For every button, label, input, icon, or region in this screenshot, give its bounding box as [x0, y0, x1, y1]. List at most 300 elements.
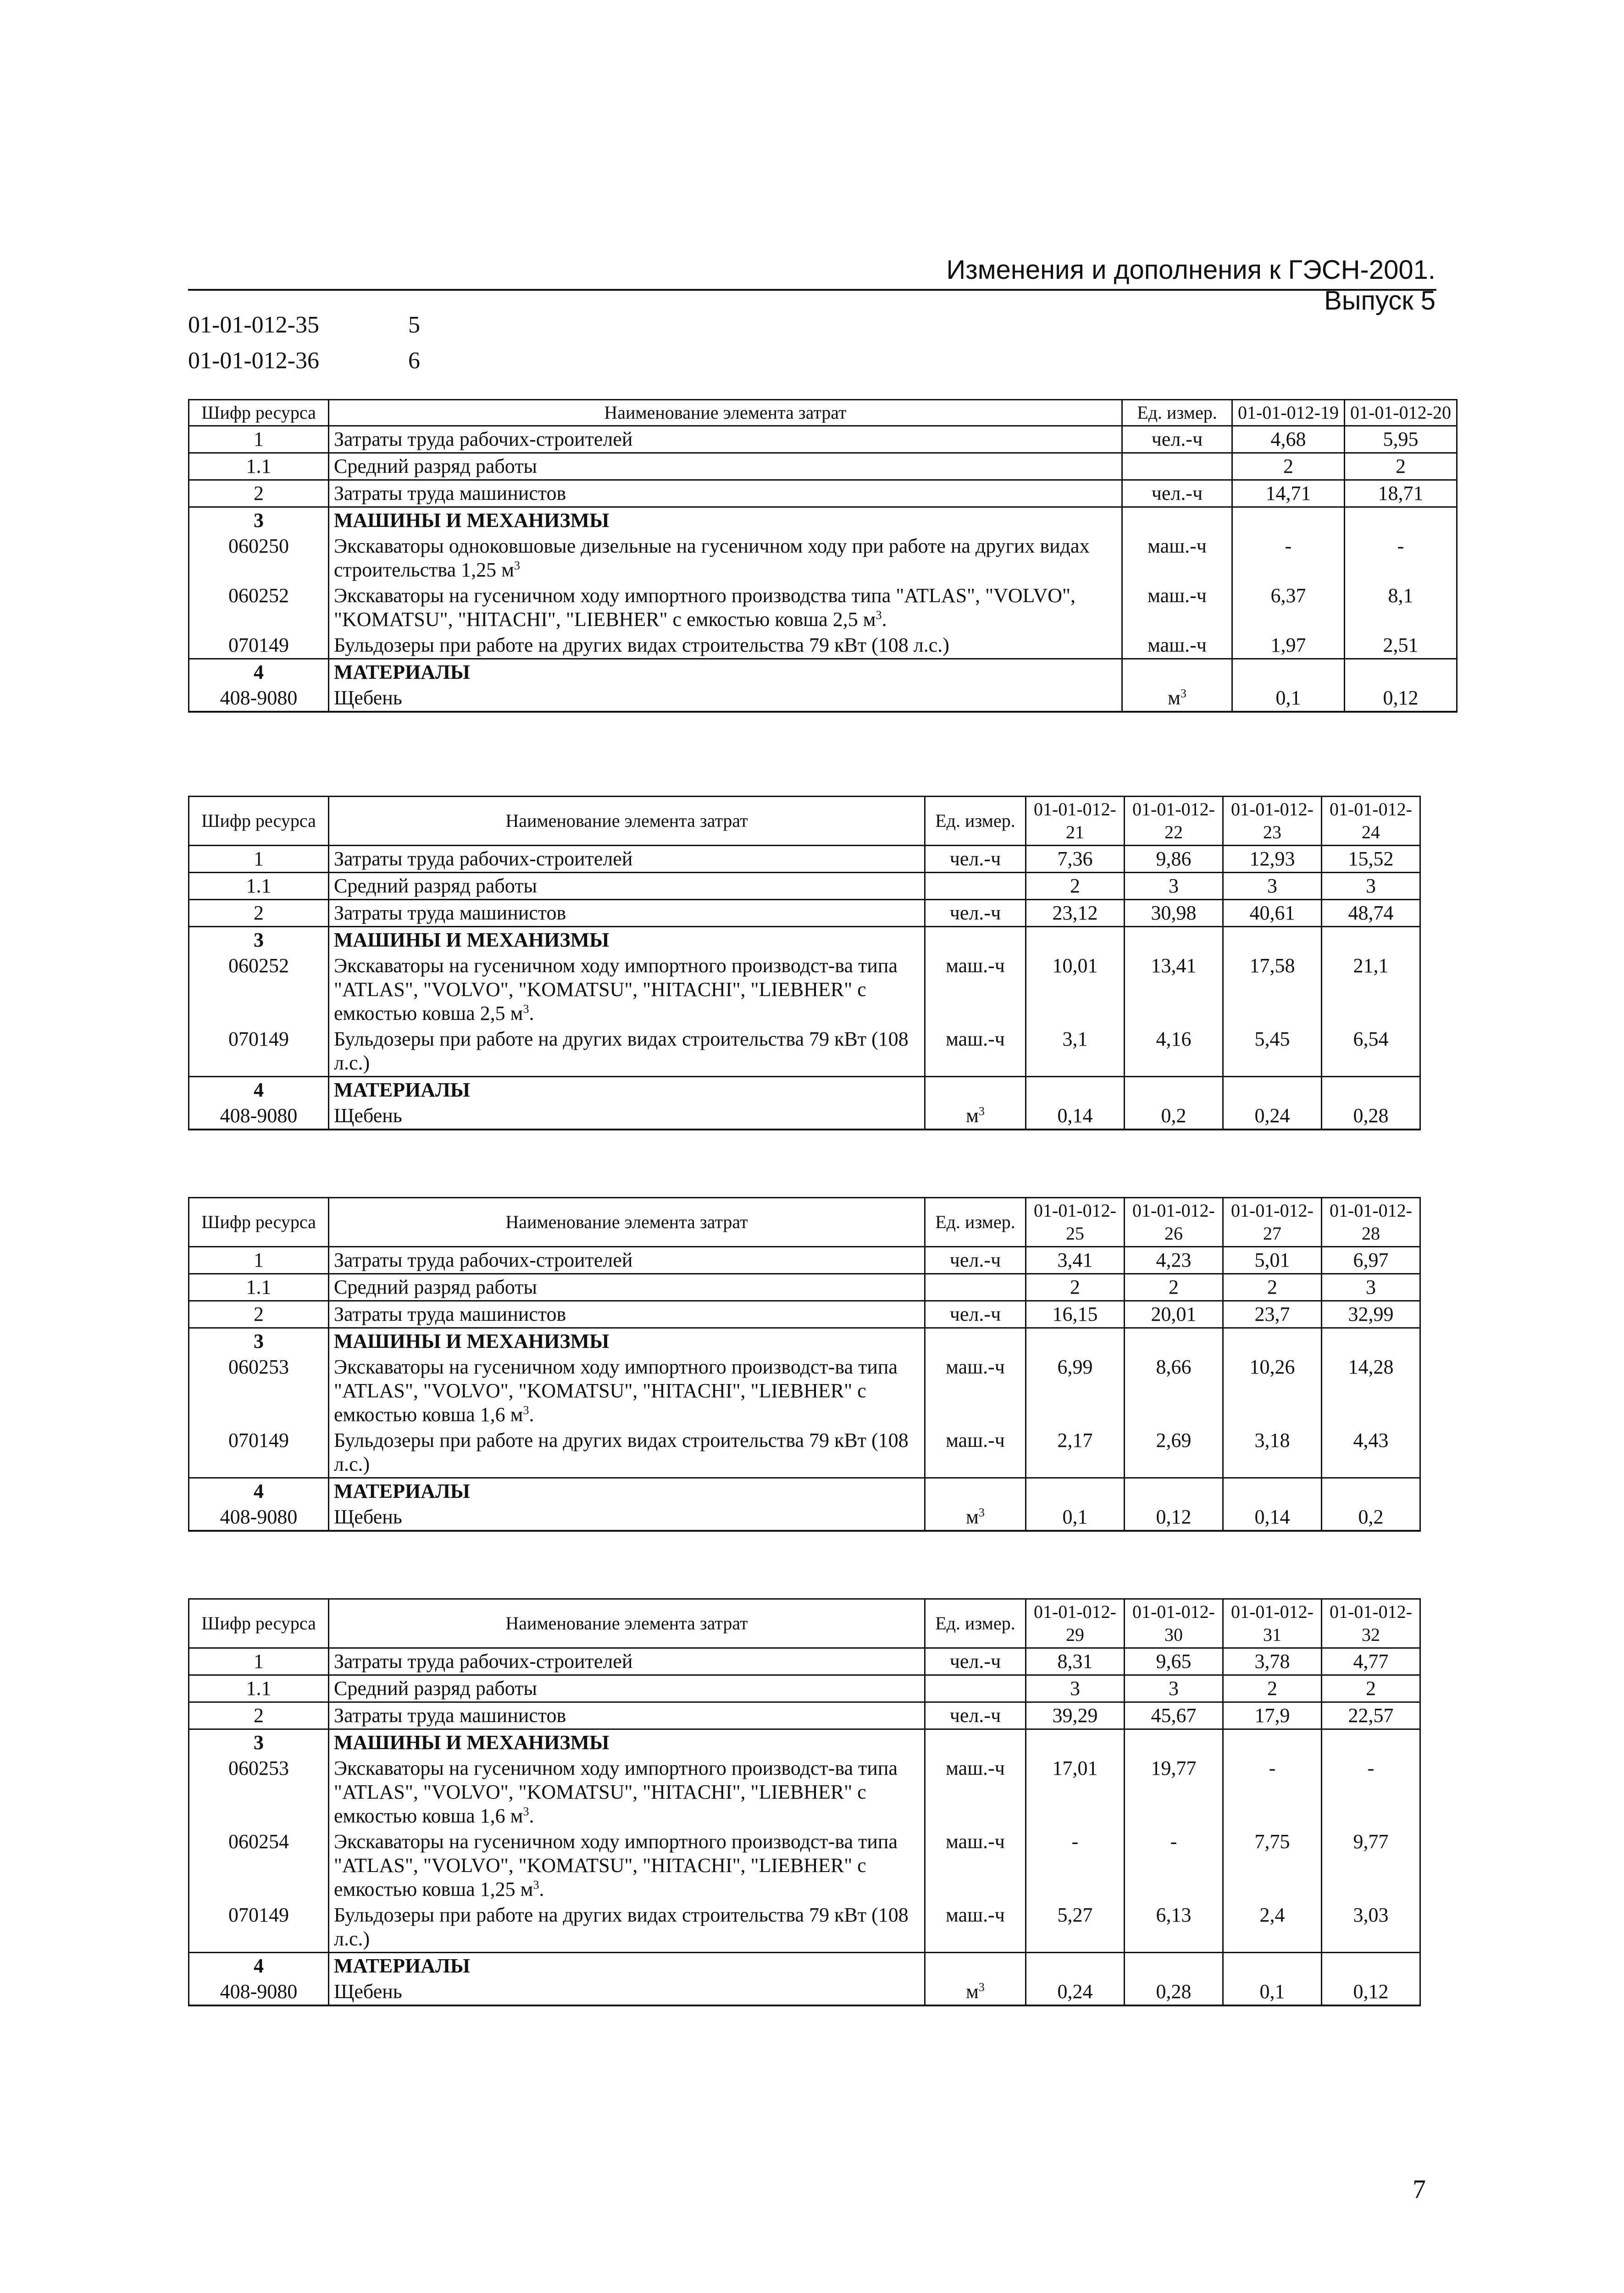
value-cell: 0,24 — [1223, 1103, 1322, 1130]
resource-code-cell: 060252 — [189, 953, 329, 1026]
value-cell: 2 — [1223, 1675, 1322, 1702]
section-heading: МАТЕРИАЛЫ — [334, 661, 470, 683]
resource-code-cell: 070149 — [189, 1902, 329, 1953]
unit-cell — [925, 846, 1026, 873]
resource-name-text: Экскаваторы на гусеничном ходу импортного производст-ва типа "ATLAS", "VOLVO", "KOMATSU", "HITACHI", "LIEBHER" с емкостью ковша 1,25 м — [334, 1830, 898, 1900]
value-cell: 3 — [1026, 1675, 1125, 1702]
resource-name-cell — [329, 846, 925, 873]
value-cell: 6,37 — [1232, 583, 1345, 632]
column-header-norm: 01-01-012-19 — [1232, 400, 1345, 426]
value-cell — [1322, 1953, 1420, 1979]
value-cell: 19,77 — [1125, 1756, 1223, 1829]
unit-text: маш.-ч — [946, 1830, 1005, 1853]
resource-name-cell — [329, 453, 1122, 480]
resource-code-cell: 3 — [189, 927, 329, 953]
value-cell — [1322, 927, 1420, 953]
resource-name: Средний разряд работы — [334, 1276, 537, 1298]
value-cell: 22,57 — [1322, 1702, 1420, 1729]
resource-name-tail: . — [539, 1878, 544, 1900]
value-cell: 9,77 — [1322, 1829, 1420, 1902]
section-heading: МАТЕРИАЛЫ — [334, 1480, 470, 1502]
value-cell: 0,24 — [1026, 1979, 1125, 2005]
value-cell — [1223, 1953, 1322, 1979]
resource-name-cell — [329, 632, 1122, 659]
resource-code-cell: 1.1 — [189, 1274, 329, 1301]
table-row — [189, 1702, 1420, 1729]
value-cell: 14,71 — [1232, 480, 1345, 507]
resource-name — [334, 634, 949, 656]
unit-superscript: 3 — [523, 1002, 529, 1016]
unit-superscript: 3 — [523, 1403, 529, 1417]
value-cell: 3,03 — [1322, 1902, 1420, 1953]
resource-name-cell — [329, 1902, 925, 1953]
value-cell: 15,52 — [1322, 846, 1420, 873]
table-row — [189, 1979, 1420, 2005]
unit-cell — [1122, 659, 1232, 686]
value-cell: 3,41 — [1026, 1247, 1125, 1274]
table-row — [189, 1829, 1420, 1902]
unit-cell — [925, 900, 1026, 927]
table-row — [189, 900, 1420, 927]
resource-name-text: Бульдозеры при работе на других видах строительства 79 кВт (108 л.с.) — [334, 634, 949, 656]
unit-text: чел.-ч — [949, 902, 1001, 924]
resource-name: Затраты труда машинистов — [334, 902, 566, 924]
column-header-name: Наименование элемента затрат — [329, 1599, 925, 1648]
table-row — [189, 632, 1457, 659]
table-row — [189, 1902, 1420, 1953]
table-row — [189, 685, 1457, 712]
value-cell: 23,7 — [1223, 1301, 1322, 1328]
resource-name — [334, 1429, 909, 1475]
value-cell — [1026, 1953, 1125, 1979]
unit-text: чел.-ч — [949, 847, 1001, 870]
unit-cell — [925, 1478, 1026, 1505]
column-header-norm: 01-01-012-25 — [1026, 1198, 1125, 1247]
value-cell: - — [1125, 1829, 1223, 1902]
table-row — [189, 1953, 1420, 1979]
resource-name: Затраты труда рабочих-строителей — [334, 428, 633, 450]
value-cell: 2 — [1026, 1274, 1125, 1301]
resource-name-cell — [329, 1756, 925, 1829]
table-row — [189, 659, 1457, 686]
value-cell: 17,58 — [1223, 953, 1322, 1026]
unit-cell — [925, 1953, 1026, 1979]
column-header-name: Наименование элемента затрат — [329, 400, 1122, 426]
resource-name-cell — [329, 927, 925, 953]
resource-name: Затраты труда машинистов — [334, 1704, 566, 1727]
resource-code-cell: 2 — [189, 1702, 329, 1729]
value-cell: 23,12 — [1026, 900, 1125, 927]
resource-name-cell — [329, 1829, 925, 1902]
unit-cell — [925, 1756, 1026, 1829]
unit-cell — [925, 1077, 1026, 1103]
resource-name-cell — [329, 1247, 925, 1274]
column-header-code: Шифр ресурса — [189, 400, 329, 426]
value-cell: 16,15 — [1026, 1301, 1125, 1328]
unit-superscript: 3 — [514, 559, 520, 572]
unit-text: чел.-ч — [949, 1303, 1001, 1325]
table-row — [189, 1026, 1420, 1077]
column-header-unit: Ед. измер. — [925, 797, 1026, 846]
unit-text: маш.-ч — [1147, 535, 1207, 557]
value-cell: - — [1322, 1756, 1420, 1829]
resource-name-tail: . — [529, 1805, 534, 1827]
resource-name-text: Бульдозеры при работе на других видах строительства 79 кВт (108 л.с.) — [334, 1904, 909, 1950]
resource-name-cell — [329, 1729, 925, 1756]
value-cell: 39,29 — [1026, 1702, 1125, 1729]
value-cell: 45,67 — [1125, 1702, 1223, 1729]
value-cell: 3 — [1322, 873, 1420, 900]
column-header-unit: Ед. измер. — [925, 1599, 1026, 1648]
value-cell: 4,23 — [1125, 1247, 1223, 1274]
value-cell: 3 — [1223, 873, 1322, 900]
column-header-unit: Ед. измер. — [925, 1198, 1026, 1247]
unit-text: чел.-ч — [949, 1249, 1001, 1271]
resource-code-cell: 060253 — [189, 1354, 329, 1428]
unit-cell — [925, 1328, 1026, 1355]
value-cell — [1223, 1478, 1322, 1505]
table-row — [189, 1504, 1420, 1531]
resource-name — [334, 1356, 898, 1426]
value-cell: 3 — [1125, 873, 1223, 900]
resource-name: Щебень — [334, 687, 402, 709]
value-cell: 2,51 — [1345, 632, 1457, 659]
resource-code-cell: 1 — [189, 846, 329, 873]
value-cell: 0,1 — [1026, 1504, 1125, 1531]
table-row — [189, 533, 1457, 583]
table-row — [189, 1756, 1420, 1829]
resource-name-cell — [329, 1274, 925, 1301]
table-row — [189, 873, 1420, 900]
value-cell: 6,54 — [1322, 1026, 1420, 1077]
unit-cell — [925, 1103, 1026, 1130]
value-cell — [1232, 659, 1345, 686]
unit-cell — [925, 1504, 1026, 1531]
resource-code-cell: 070149 — [189, 1026, 329, 1077]
unit-cell — [925, 1829, 1026, 1902]
unit-cell — [925, 1648, 1026, 1675]
value-cell — [1125, 1478, 1223, 1505]
column-header-code: Шифр ресурса — [189, 1198, 329, 1247]
value-cell: 10,01 — [1026, 953, 1125, 1026]
value-cell — [1026, 1077, 1125, 1103]
value-cell: 17,9 — [1223, 1702, 1322, 1729]
table-row — [189, 1274, 1420, 1301]
unit-cell — [925, 927, 1026, 953]
resource-name-cell — [329, 507, 1122, 534]
table-row — [189, 846, 1420, 873]
resource-name-cell — [329, 1026, 925, 1077]
value-cell — [1345, 507, 1457, 534]
value-cell — [1125, 927, 1223, 953]
resource-name-cell — [329, 900, 925, 927]
value-cell: 0,2 — [1322, 1504, 1420, 1531]
resource-name — [334, 1830, 898, 1900]
resource-code-cell: 4 — [189, 1478, 329, 1505]
resource-code-cell: 070149 — [189, 1428, 329, 1478]
unit-text: м — [966, 1104, 979, 1127]
resource-name-cell — [329, 1953, 925, 1979]
unit-text: чел.-ч — [1151, 428, 1203, 450]
unit-cell — [925, 873, 1026, 900]
code-list-item — [188, 307, 420, 343]
resource-name-text: Экскаваторы на гусеничном ходу импортного производст-ва типа "ATLAS", "VOLVO", "KOMATSU", "HITACHI", "LIEBHER" с емкостью ковша 1,6 м — [334, 1757, 898, 1827]
unit-cell — [1122, 480, 1232, 507]
value-cell: 2 — [1125, 1274, 1223, 1301]
resource-code-cell: 3 — [189, 1729, 329, 1756]
resource-code-cell: 4 — [189, 1077, 329, 1103]
resource-code-cell: 408-9080 — [189, 1103, 329, 1130]
table-row — [189, 1648, 1420, 1675]
value-cell: 2 — [1345, 453, 1457, 480]
resource-name-cell — [329, 1103, 925, 1130]
resource-name-text: Экскаваторы на гусеничном ходу импортного производст-ва типа "ATLAS", "VOLVO", "KOMATSU", "HITACHI", "LIEBHER" с емкостью ковша 2,5 м — [334, 954, 898, 1025]
table-header-row — [189, 1599, 1420, 1648]
unit-text: чел.-ч — [1151, 482, 1203, 504]
resource-name-cell — [329, 1077, 925, 1103]
table-row — [189, 953, 1420, 1026]
value-cell — [1026, 1328, 1125, 1355]
column-header-name: Наименование элемента затрат — [329, 797, 925, 846]
table-row — [189, 453, 1457, 480]
resource-code-cell: 408-9080 — [189, 1504, 329, 1531]
value-cell — [1223, 1729, 1322, 1756]
column-header-norm: 01-01-012-31 — [1223, 1599, 1322, 1648]
value-cell: 5,27 — [1026, 1902, 1125, 1953]
table-row — [189, 1301, 1420, 1328]
resource-name-cell — [329, 1478, 925, 1505]
column-header-norm: 01-01-012-26 — [1125, 1198, 1223, 1247]
resource-table — [188, 399, 1458, 713]
value-cell: 7,75 — [1223, 1829, 1322, 1902]
unit-cell — [1122, 583, 1232, 632]
resource-code-cell: 1 — [189, 426, 329, 453]
value-cell — [1125, 1328, 1223, 1355]
header-divider — [188, 289, 1436, 291]
column-header-norm: 01-01-012-27 — [1223, 1198, 1322, 1247]
unit-cell — [925, 1247, 1026, 1274]
unit-superscript: 3 — [523, 1805, 529, 1818]
resource-name — [334, 584, 1075, 631]
resource-name: Затраты труда рабочих-строителей — [334, 847, 633, 870]
value-cell: - — [1223, 1756, 1322, 1829]
column-header-code: Шифр ресурса — [189, 1599, 329, 1648]
code-list-item — [188, 343, 420, 379]
resource-name: Затраты труда рабочих-строителей — [334, 1249, 633, 1271]
resource-name — [334, 1757, 898, 1827]
resource-code-cell: 1 — [189, 1247, 329, 1274]
value-cell: 4,16 — [1125, 1026, 1223, 1077]
value-cell — [1223, 1328, 1322, 1355]
unit-text: маш.-ч — [946, 1356, 1005, 1378]
value-cell: 0,28 — [1322, 1103, 1420, 1130]
table-row — [189, 1247, 1420, 1274]
unit-text: маш.-ч — [946, 954, 1005, 977]
resource-code-cell: 1.1 — [189, 453, 329, 480]
resource-name-cell — [329, 1979, 925, 2005]
value-cell: 2 — [1232, 453, 1345, 480]
unit-cell — [925, 1026, 1026, 1077]
column-header-norm: 01-01-012-24 — [1322, 797, 1420, 846]
table-row — [189, 1328, 1420, 1355]
resource-name-cell — [329, 873, 925, 900]
unit-cell — [1122, 426, 1232, 453]
table-row — [189, 426, 1457, 453]
table-row — [189, 1478, 1420, 1505]
resource-name: Затраты труда машинистов — [334, 1303, 566, 1325]
value-cell — [1026, 927, 1125, 953]
column-header-norm: 01-01-012-29 — [1026, 1599, 1125, 1648]
value-cell: 8,1 — [1345, 583, 1457, 632]
resource-name-cell — [329, 1354, 925, 1428]
resource-table — [188, 1598, 1421, 2006]
unit-cell — [1122, 453, 1232, 480]
table-header-row — [189, 1198, 1420, 1247]
table-row — [189, 583, 1457, 632]
resource-code-cell: 060253 — [189, 1756, 329, 1829]
resource-name — [334, 1028, 909, 1074]
resource-name-tail: . — [529, 1002, 534, 1025]
value-cell: 14,28 — [1322, 1354, 1420, 1428]
resource-name — [334, 535, 1090, 581]
unit-text: м — [1168, 687, 1181, 709]
resource-code-cell: 1.1 — [189, 1675, 329, 1702]
unit-cell — [925, 1301, 1026, 1328]
resource-code-cell: 4 — [189, 1953, 329, 1979]
unit-cell — [925, 1274, 1026, 1301]
resource-name-text: Экскаваторы на гусеничном ходу импортного производст-ва типа "ATLAS", "VOLVO", "KOMATSU", "HITACHI", "LIEBHER" с емкостью ковша 1,6 м — [334, 1356, 898, 1426]
value-cell: 1,97 — [1232, 632, 1345, 659]
section-heading: МАШИНЫ И МЕХАНИЗМЫ — [334, 1731, 610, 1754]
table-row — [189, 1354, 1420, 1428]
unit-cell — [1122, 507, 1232, 534]
resource-code-cell: 060254 — [189, 1829, 329, 1902]
section-heading: МАШИНЫ И МЕХАНИЗМЫ — [334, 929, 610, 951]
code-value: 6 — [408, 348, 420, 374]
resource-name-cell — [329, 533, 1122, 583]
value-cell: 4,43 — [1322, 1428, 1420, 1478]
value-cell: 0,28 — [1125, 1979, 1223, 2005]
value-cell: 0,12 — [1345, 685, 1457, 712]
table-row — [189, 1103, 1420, 1130]
value-cell: 3 — [1322, 1274, 1420, 1301]
unit-superscript: 3 — [876, 608, 882, 622]
unit-superscript: 3 — [1180, 687, 1186, 700]
value-cell: 13,41 — [1125, 953, 1223, 1026]
resource-code-cell: 2 — [189, 1301, 329, 1328]
unit-cell — [1122, 685, 1232, 712]
value-cell: - — [1345, 533, 1457, 583]
value-cell: 3 — [1125, 1675, 1223, 1702]
resource-name-text: Экскаваторы на гусеничном ходу импортного производства типа "ATLAS", "VOLVO", "KOMATSU", "HITACHI", "LIEBHER" с емкостью ковша 2,5 м — [334, 584, 1075, 631]
value-cell: 2 — [1223, 1274, 1322, 1301]
value-cell: 0,2 — [1125, 1103, 1223, 1130]
unit-text: маш.-ч — [946, 1904, 1005, 1926]
value-cell: 0,14 — [1026, 1103, 1125, 1130]
value-cell — [1345, 659, 1457, 686]
code-label: 01-01-012-35 — [188, 312, 319, 338]
unit-cell — [925, 1702, 1026, 1729]
resource-name — [334, 954, 898, 1025]
value-cell: 8,66 — [1125, 1354, 1223, 1428]
value-cell — [1125, 1729, 1223, 1756]
table-row — [189, 927, 1420, 953]
resource-code-cell: 3 — [189, 507, 329, 534]
resource-code-cell: 070149 — [189, 632, 329, 659]
value-cell: 2 — [1026, 873, 1125, 900]
column-header-norm: 01-01-012-32 — [1322, 1599, 1420, 1648]
table-row — [189, 1077, 1420, 1103]
value-cell: - — [1232, 533, 1345, 583]
resource-name-cell — [329, 1504, 925, 1531]
resource-name-cell — [329, 1648, 925, 1675]
unit-cell — [1122, 632, 1232, 659]
column-header-norm: 01-01-012-20 — [1345, 400, 1457, 426]
resource-name — [334, 1904, 909, 1950]
value-cell: 18,71 — [1345, 480, 1457, 507]
value-cell: 0,12 — [1322, 1979, 1420, 2005]
value-cell: 0,1 — [1223, 1979, 1322, 2005]
unit-cell — [925, 1979, 1026, 2005]
unit-text: м — [966, 1980, 979, 2003]
unit-superscript: 3 — [978, 1104, 985, 1118]
table-row — [189, 1729, 1420, 1756]
code-label: 01-01-012-36 — [188, 348, 319, 374]
value-cell: 0,14 — [1223, 1504, 1322, 1531]
value-cell — [1026, 1478, 1125, 1505]
resource-name-cell — [329, 480, 1122, 507]
section-heading: МАТЕРИАЛЫ — [334, 1079, 470, 1101]
resource-name-cell — [329, 953, 925, 1026]
unit-text: чел.-ч — [949, 1704, 1001, 1727]
unit-cell — [925, 1902, 1026, 1953]
value-cell: 2 — [1322, 1675, 1420, 1702]
value-cell: 30,98 — [1125, 900, 1223, 927]
resource-name-text: Бульдозеры при работе на других видах строительства 79 кВт (108 л.с.) — [334, 1028, 909, 1074]
table-row — [189, 507, 1457, 534]
value-cell: 4,77 — [1322, 1648, 1420, 1675]
column-header-name: Наименование элемента затрат — [329, 1198, 925, 1247]
resource-table — [188, 796, 1421, 1130]
unit-superscript: 3 — [978, 1980, 985, 1994]
resource-name: Щебень — [334, 1104, 402, 1127]
value-cell — [1232, 507, 1345, 534]
unit-superscript: 3 — [533, 1878, 539, 1892]
resource-code-cell: 2 — [189, 900, 329, 927]
resource-name-cell — [329, 583, 1122, 632]
value-cell: 3,1 — [1026, 1026, 1125, 1077]
column-header-norm: 01-01-012-28 — [1322, 1198, 1420, 1247]
table-header-row — [189, 400, 1457, 426]
value-cell: 48,74 — [1322, 900, 1420, 927]
resource-name-tail: . — [881, 608, 887, 631]
value-cell: 20,01 — [1125, 1301, 1223, 1328]
resource-name-cell — [329, 1702, 925, 1729]
resource-name-cell — [329, 1428, 925, 1478]
resource-name-cell — [329, 1675, 925, 1702]
value-cell: 8,31 — [1026, 1648, 1125, 1675]
value-cell: 32,99 — [1322, 1301, 1420, 1328]
value-cell: 10,26 — [1223, 1354, 1322, 1428]
unit-superscript: 3 — [978, 1506, 985, 1519]
resource-table — [188, 1197, 1421, 1532]
value-cell: 9,86 — [1125, 846, 1223, 873]
unit-text: м — [966, 1506, 979, 1528]
resource-code-cell: 2 — [189, 480, 329, 507]
section-heading: МАТЕРИАЛЫ — [334, 1955, 470, 1977]
value-cell: 0,12 — [1125, 1504, 1223, 1531]
value-cell: 3,18 — [1223, 1428, 1322, 1478]
